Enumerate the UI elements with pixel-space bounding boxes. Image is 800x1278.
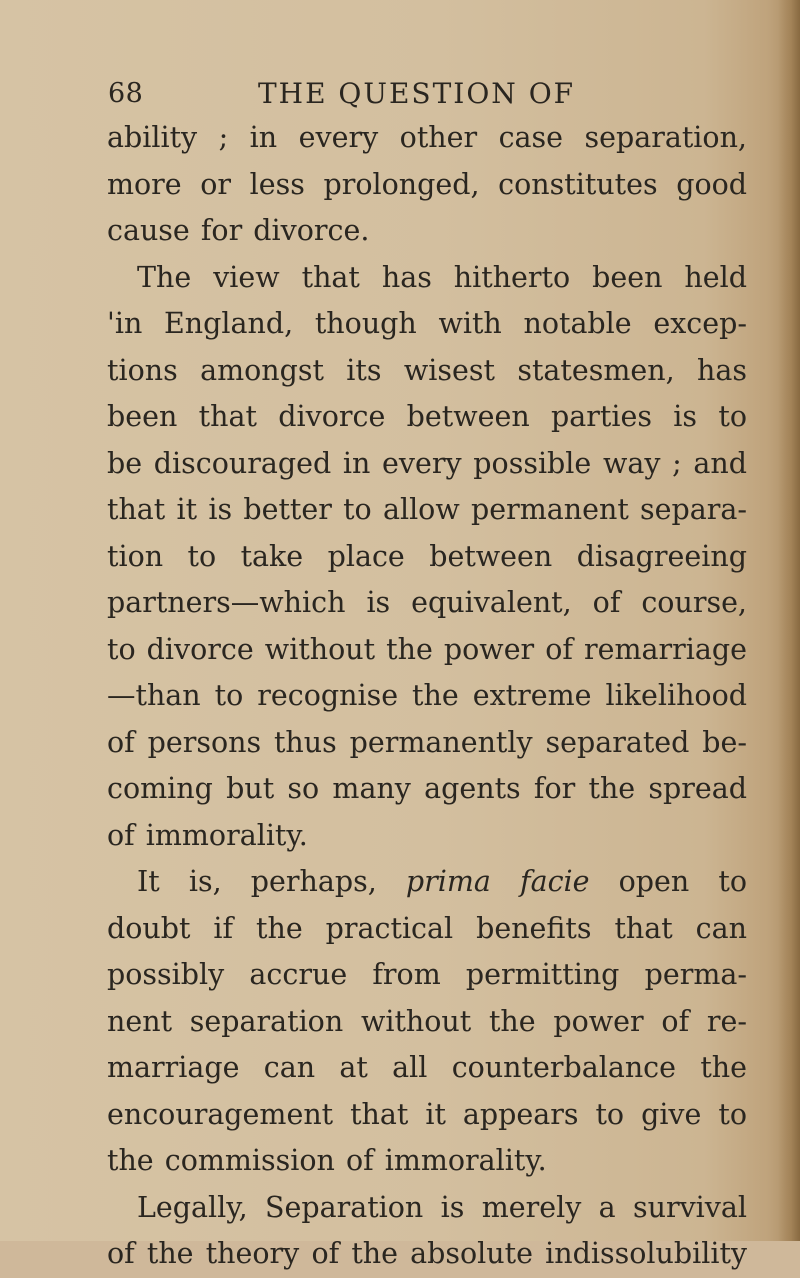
text-line: been that divorce between parties is to bbox=[107, 400, 747, 433]
text-line: of the theory of the absolute indissolubility bbox=[107, 1237, 747, 1270]
text-line: possibly accrue from permitting perma- bbox=[107, 958, 747, 991]
text-line: to divorce without the power of remarriage bbox=[107, 632, 747, 666]
text-line: be discouraged in every possible way ; and bbox=[107, 446, 747, 480]
text-line: of persons thus permanently separated be- bbox=[107, 725, 747, 759]
text-line-with-italic bbox=[107, 859, 747, 906]
text-line: encouragement that it appears to give to bbox=[107, 1097, 747, 1131]
text-line: of immorality. bbox=[107, 818, 308, 852]
text-line: marriage can at all counterbalance the bbox=[107, 1051, 747, 1084]
text-line: doubt if the practical benefits that can bbox=[107, 911, 747, 945]
page-number: 68 bbox=[108, 78, 144, 109]
text-line: coming but so many agents for the spread bbox=[107, 772, 747, 805]
text-line: tions amongst its wisest statesmen, has bbox=[107, 353, 747, 387]
text-line: The view that has hitherto been held bbox=[137, 260, 747, 294]
text-line: cause for divorce. bbox=[107, 214, 370, 247]
page-header bbox=[108, 76, 728, 116]
page-edge-shadow bbox=[778, 0, 800, 1241]
text-line: nent separation without the power of re- bbox=[107, 1004, 747, 1038]
text-line: 'in England, though with notable excep- bbox=[107, 307, 747, 340]
text-line: ability ; in every other case separation, bbox=[107, 121, 747, 154]
text-line: the commission of immorality. bbox=[107, 1144, 547, 1177]
text-line: —than to recognise the extreme likelihood bbox=[107, 679, 747, 712]
italic-phrase: prima facie bbox=[405, 865, 590, 898]
line-lead-text: It is, perhaps, bbox=[137, 865, 377, 898]
text-line: more or less prolonged, constitutes good bbox=[107, 167, 747, 201]
text-line: partners—which is equivalent, of course, bbox=[107, 586, 747, 619]
text-line: Legally, Separation is merely a survival bbox=[137, 1190, 747, 1224]
text-line: that it is better to allow permanent separa- bbox=[107, 493, 747, 526]
body-text bbox=[107, 115, 747, 1278]
running-head: THE QUESTION OF bbox=[258, 77, 576, 110]
text-line: tion to take place between disagreeing bbox=[107, 539, 747, 573]
line-tail-text: open to bbox=[618, 865, 748, 898]
